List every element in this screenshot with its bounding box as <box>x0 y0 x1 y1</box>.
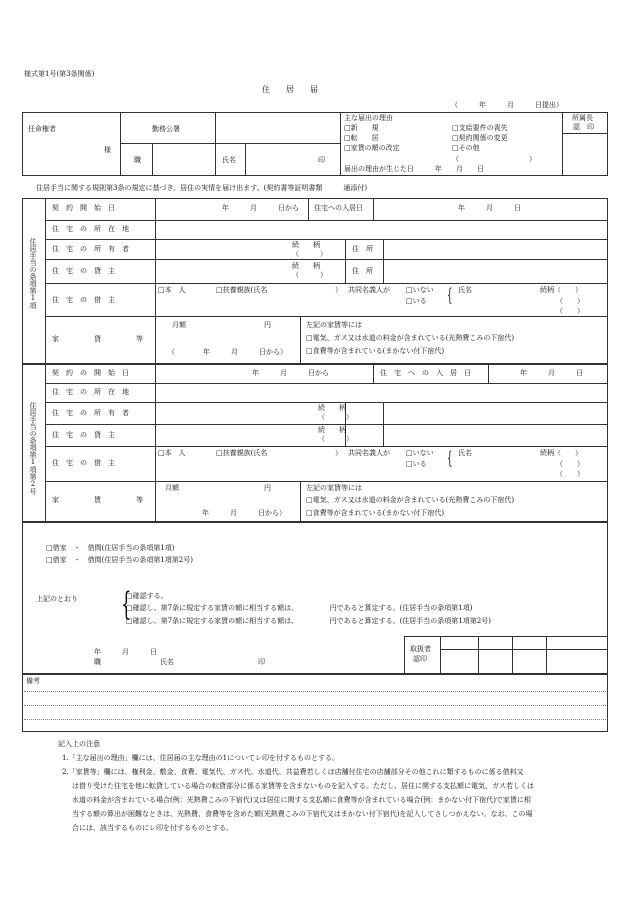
confirm-1-checkbox[interactable]: □確認する。 <box>126 592 168 600</box>
s2-lessee-dependent-checkbox[interactable]: □扶養親族(氏名 <box>216 449 268 457</box>
note-2-line-1: 2.「家賃等」欄には、権利金、敷金、食費、電気代、ガス代、水道代、共益費若しくは店舗付住宅の店舗部分その他これに類するものに係る借料又 <box>62 768 524 776</box>
s1-co-owner-paren-2: （ ） <box>556 297 584 305</box>
s1-contract-start-label: 契 約 開 始 日 <box>52 204 115 212</box>
s1-brace: { <box>446 285 453 306</box>
s1-rent-month: 月額 <box>172 321 186 329</box>
name-label: 氏名 <box>222 156 236 164</box>
s2-lessor-relation-paren: （ ） <box>318 435 353 443</box>
sama-label: 様 <box>104 146 111 154</box>
section-2-side-label: 住居手当の条項第1項第2号 <box>29 402 37 495</box>
s1-owner-address: 住 所 <box>352 245 373 253</box>
s1-owner-label: 住 宅 の 所 有 者 <box>52 245 129 253</box>
s1-co-owner-none-checkbox[interactable]: □いない <box>406 286 434 294</box>
s2-brace: { <box>446 448 453 469</box>
s2-co-owner-label: 共同名義人が <box>348 449 390 457</box>
s2-owner-relation-paren: （ ） <box>318 413 353 421</box>
confirm-lead: 上記のとおり <box>36 595 78 603</box>
s2-lessor-label: 住 宅 の 貸 主 <box>52 431 115 439</box>
s1-owner-relation: 続 柄 <box>292 241 320 249</box>
note-1: 1.「主な届出の理由」欄には、住居届の主な理由の1についてレ印を付するものとする。 <box>62 754 339 762</box>
section-1-side-label: 住居手当の条項第1項 <box>29 238 37 309</box>
s2-lessee-label: 住 宅 の 借 主 <box>52 459 115 467</box>
s1-rent-utilities-checkbox[interactable]: □電気、ガス又は水道の料金が含まれている(光熱費こみの下宿代) <box>306 334 515 342</box>
confirm-2-checkbox[interactable]: □確認し、第7条に規定する家賃の額に相当する額は、 円であると算定する。(住居手当の条項第1項) <box>126 604 473 612</box>
reason-requirement-checkbox[interactable]: □支給要件の喪失 <box>452 124 508 132</box>
confirm-date[interactable]: 年 月 日 <box>94 648 157 656</box>
confirm-3-checkbox[interactable]: □確認し、第7条に規定する家賃の額に相当する額は、 円であると算定する。(住居手当の条項第1項第2号) <box>126 617 491 625</box>
submit-date: （ 年 月 日提出） <box>451 101 563 109</box>
s1-co-owner-label: 共同名義人が <box>348 286 390 294</box>
s2-co-owner-name: 氏名 <box>458 449 472 457</box>
s1-rent-yen: 円 <box>264 321 271 329</box>
confirm-seal: 印 <box>258 658 265 666</box>
chief-label: 所属長 <box>572 114 593 122</box>
reason-rent-checkbox[interactable]: □家賃の額の改定 <box>344 144 400 152</box>
s2-rent-label: 家 賃 等 <box>52 496 143 504</box>
s2-co-owner-relation: 続柄（ ） <box>540 449 582 457</box>
handler-label: 取扱者 <box>410 645 431 653</box>
s1-co-owner-yes-checkbox[interactable]: □いる <box>406 297 427 305</box>
notes-title: 記入上の注意 <box>58 740 100 748</box>
s2-owner-label: 住 宅 の 所 有 者 <box>52 409 129 417</box>
s2-co-owner-yes-checkbox[interactable]: □いる <box>406 460 427 468</box>
s2-rent-note: 左記の家賃等には <box>306 484 362 492</box>
s1-location-label: 住 宅 の 所 在 地 <box>52 225 129 233</box>
s2-rent-date[interactable]: 年 月 日から） <box>202 509 286 517</box>
s2-rent-utilities-checkbox[interactable]: □電気、ガス又は水道の料金が含まれている(光熱費こみの下宿代) <box>306 496 515 504</box>
s2-rent-yen: 円 <box>264 484 271 492</box>
s1-lessee-self-checkbox[interactable]: □本 人 <box>158 286 186 294</box>
s2-lessee-self-checkbox[interactable]: □本 人 <box>158 449 186 457</box>
reason-new-checkbox[interactable]: □新 規 <box>344 124 379 132</box>
s1-co-owner-paren-3: （ ） <box>556 307 584 315</box>
option-1-checkbox[interactable]: □借家 ・ 借間(住居手当の条項第1項) <box>46 544 175 552</box>
remarks-label: 備考 <box>26 677 40 685</box>
header-table <box>22 112 608 176</box>
s1-rent-label: 家 貸 等 <box>52 335 143 343</box>
s2-rent-food-checkbox[interactable]: □食費等が含まれている(まかない付下宿代) <box>306 509 445 517</box>
s2-lessor-relation: 続 柄 <box>318 426 346 434</box>
seal-label: 印 <box>318 156 325 164</box>
intro-text: 住居手当に関する規則第3条の規定に基づき、居住の実情を届け出ます。(契約書等証明書類 通添付) <box>36 184 368 192</box>
s1-move-in-label: 住宅への入居日 <box>314 204 363 212</box>
confirm-position: 職 <box>94 658 101 666</box>
s1-lessee-label: 住 宅 の 借 主 <box>52 296 115 304</box>
confirm-name: 氏名 <box>160 658 174 666</box>
s1-move-in-value[interactable]: 年 月 日 <box>458 204 521 212</box>
note-2-line-4: 当する額の算出が困難なときは、光熱費、食費等を含めた額(光熱費こみの下宿代又はまかない付下宿代)を記入してさしつかえない。なお、この場 <box>72 810 533 818</box>
form-title: 住 居 届 <box>262 85 318 94</box>
appointer-label: 任命権者 <box>28 125 56 133</box>
s1-lessor-relation-paren: （ ） <box>292 271 327 279</box>
s2-move-in-label: 住 宅 へ の 入 居 日 <box>380 369 471 377</box>
workplace-label: 勤務公署 <box>152 125 180 133</box>
s1-lessor-relation: 続 柄 <box>292 262 320 270</box>
handler-seal-label: 認印 <box>413 655 427 663</box>
note-2-line-2: は借り受けた住宅を他に転貸している場合の転貸部分に係る家賃等を含まないものを記入する。ただし、居住に関する支払額に電気、ガス若しくは <box>72 782 534 790</box>
form-number: 様式第1号(第3条関係) <box>24 70 95 78</box>
s2-co-owner-paren-3: （ ） <box>556 470 584 478</box>
s2-co-owner-paren-2: （ ） <box>556 460 584 468</box>
s1-co-owner-name: 氏名 <box>458 286 472 294</box>
reason-other-checkbox[interactable]: □その他 <box>452 144 480 152</box>
chief-seal-label: 認 印 <box>573 123 594 131</box>
position-label: 職 <box>134 156 141 164</box>
s2-location-label: 住 宅 の 所 在 地 <box>52 388 129 396</box>
s1-lessor-address: 住 所 <box>352 267 373 275</box>
s1-lessee-dependent-close: ） <box>335 286 342 294</box>
reason-date: 届出の理由が生じた日 年 月 日 <box>344 165 484 173</box>
s2-lessee-dependent-close: ） <box>335 449 342 457</box>
s1-rent-date[interactable]: （ 年 月 日から） <box>168 348 287 356</box>
note-2-line-5: 合には、該当するものにレ印を付するものとする。 <box>72 824 233 832</box>
reason-contract-checkbox[interactable]: □契約関係の変更 <box>452 134 508 142</box>
reason-move-checkbox[interactable]: □転 居 <box>344 134 379 142</box>
confirm-brace: { <box>121 585 132 623</box>
note-2-line-3: 水道の料金が含まれている場合(例：光熱費こみの下宿代)又は居住に関する支払額に食費等が含まれている場合(例：まかない付下宿代)で家賃に相 <box>72 796 531 804</box>
s1-owner-relation-paren: （ ） <box>292 250 327 258</box>
s2-move-in-value[interactable]: 年 月 日 <box>520 369 583 377</box>
s1-lessee-dependent-checkbox[interactable]: □扶養親族(氏名 <box>216 286 268 294</box>
s2-rent-month: 月額 <box>165 484 179 492</box>
s2-owner-relation: 続 柄 <box>318 404 346 412</box>
option-2-checkbox[interactable]: □借家 ・ 借間(住居手当の条項第1項第2号) <box>46 556 193 564</box>
s1-rent-food-checkbox[interactable]: □食費等が含まれている(まかない付下宿代) <box>306 347 445 355</box>
s2-contract-start-value[interactable]: 年 月 日から <box>252 369 329 377</box>
reasons-title: 主な届出の理由 <box>344 114 393 122</box>
s2-contract-start-label: 契 約 の 開 始 日 <box>52 369 129 377</box>
s1-contract-start-value[interactable]: 年 月 日から <box>222 204 299 212</box>
s1-lessor-label: 住 宅 の 貸 主 <box>52 267 115 275</box>
reason-other-paren: （ ） <box>452 155 536 163</box>
s2-co-owner-none-checkbox[interactable]: □いない <box>406 449 434 457</box>
remarks-box <box>22 674 608 732</box>
s1-co-owner-relation: 続柄（ ） <box>540 286 582 294</box>
s1-rent-note: 左記の家賃等には <box>306 321 362 329</box>
